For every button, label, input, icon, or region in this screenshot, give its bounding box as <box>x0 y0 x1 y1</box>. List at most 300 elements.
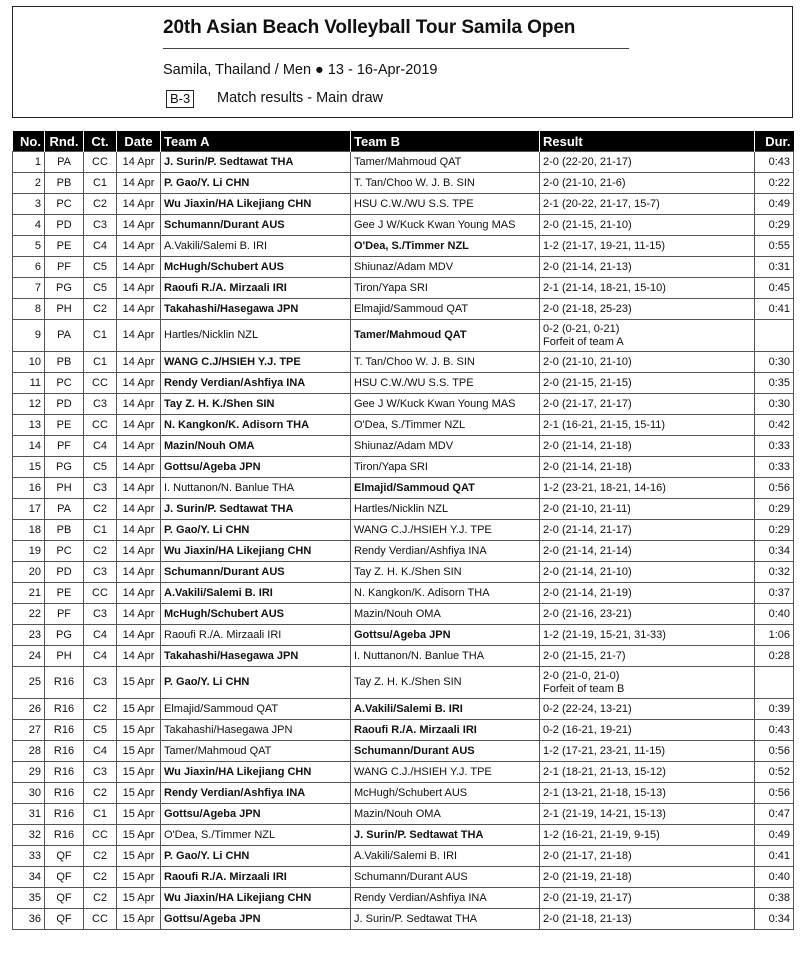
forfeit-note: Forfeit of team A <box>543 335 624 348</box>
duration-cell: 0:35 <box>755 373 794 394</box>
result-cell <box>540 541 755 562</box>
col-header-no: No. <box>13 131 45 152</box>
court-cell: C2 <box>84 888 117 909</box>
team-a-cell: Gottsu/Ageba JPN <box>161 804 351 825</box>
result-score: 2-0 (21-10, 21-11) <box>543 502 631 515</box>
match-date-cell: 14 Apr <box>117 299 161 320</box>
table-row <box>13 394 794 415</box>
duration-cell: 0:28 <box>755 646 794 667</box>
match-number-cell: 10 <box>13 352 45 373</box>
court-cell: C1 <box>84 173 117 194</box>
duration-cell: 0:31 <box>755 257 794 278</box>
match-number-cell: 11 <box>13 373 45 394</box>
round-cell: PA <box>45 499 84 520</box>
team-b-cell: A.Vakili/Salemi B. IRI <box>351 699 540 720</box>
team-a-cell: P. Gao/Y. Li CHN <box>161 173 351 194</box>
round-cell: PA <box>45 320 84 352</box>
match-date-cell: 15 Apr <box>117 720 161 741</box>
table-row <box>13 215 794 236</box>
match-date-cell: 14 Apr <box>117 257 161 278</box>
round-cell: R16 <box>45 804 84 825</box>
round-cell: PD <box>45 215 84 236</box>
table-row <box>13 646 794 667</box>
team-b-cell: HSU C.W./WU S.S. TPE <box>351 373 540 394</box>
duration-cell <box>755 667 794 699</box>
result-score: 1-2 (21-17, 19-21, 11-15) <box>543 239 666 252</box>
duration-cell: 0:30 <box>755 394 794 415</box>
match-number-cell: 7 <box>13 278 45 299</box>
table-row <box>13 478 794 499</box>
team-b-cell: T. Tan/Choo W. J. B. SIN <box>351 173 540 194</box>
court-cell: C4 <box>84 436 117 457</box>
match-number-cell: 31 <box>13 804 45 825</box>
round-cell: R16 <box>45 741 84 762</box>
result-score: 2-0 (21-19, 21-17) <box>543 891 632 904</box>
result-score: 0-2 (16-21, 19-21) <box>543 723 632 736</box>
court-cell: C3 <box>84 215 117 236</box>
result-score: 2-1 (20-22, 21-17, 15-7) <box>543 197 660 210</box>
round-cell: PE <box>45 236 84 257</box>
duration-cell: 1:06 <box>755 625 794 646</box>
duration-cell: 0:45 <box>755 278 794 299</box>
match-date-cell: 14 Apr <box>117 541 161 562</box>
table-row <box>13 909 794 930</box>
team-b-cell: Raoufi R./A. Mirzaali IRI <box>351 720 540 741</box>
result-score: 2-1 (16-21, 21-15, 15-11) <box>543 418 666 431</box>
table-row <box>13 278 794 299</box>
match-number-cell: 4 <box>13 215 45 236</box>
team-a-cell: Wu Jiaxin/HA Likejiang CHN <box>161 541 351 562</box>
team-b-cell: HSU C.W./WU S.S. TPE <box>351 194 540 215</box>
result-cell <box>540 415 755 436</box>
result-score: 2-0 (21-18, 21-13) <box>543 912 632 925</box>
duration-cell: 0:33 <box>755 436 794 457</box>
team-b-cell: Mazin/Nouh OMA <box>351 804 540 825</box>
table-row <box>13 173 794 194</box>
duration-cell: 0:43 <box>755 720 794 741</box>
team-b-cell: O'Dea, S./Timmer NZL <box>351 415 540 436</box>
duration-cell <box>755 320 794 352</box>
team-a-cell: A.Vakili/Salemi B. IRI <box>161 236 351 257</box>
team-a-cell: McHugh/Schubert AUS <box>161 257 351 278</box>
table-row <box>13 699 794 720</box>
match-date-cell: 14 Apr <box>117 457 161 478</box>
team-a-cell: Raoufi R./A. Mirzaali IRI <box>161 867 351 888</box>
match-date-cell: 14 Apr <box>117 152 161 173</box>
result-score: 2-0 (21-0, 21-0) <box>543 669 620 682</box>
match-number-cell: 13 <box>13 415 45 436</box>
table-row <box>13 888 794 909</box>
match-number-cell: 23 <box>13 625 45 646</box>
match-number-cell: 33 <box>13 846 45 867</box>
match-number-cell: 12 <box>13 394 45 415</box>
match-number-cell: 24 <box>13 646 45 667</box>
match-number-cell: 35 <box>13 888 45 909</box>
team-b-cell: I. Nuttanon/N. Banlue THA <box>351 646 540 667</box>
table-row <box>13 194 794 215</box>
round-cell: PG <box>45 625 84 646</box>
result-score: 2-0 (21-15, 21-10) <box>543 218 632 231</box>
result-cell <box>540 741 755 762</box>
team-b-cell: Tiron/Yapa SRI <box>351 278 540 299</box>
team-b-cell: McHugh/Schubert AUS <box>351 783 540 804</box>
round-cell: PC <box>45 194 84 215</box>
result-score: 2-0 (21-15, 21-7) <box>543 649 626 662</box>
title-divider <box>163 48 629 49</box>
round-cell: QF <box>45 846 84 867</box>
team-b-cell: Rendy Verdian/Ashfiya INA <box>351 888 540 909</box>
team-a-cell: McHugh/Schubert AUS <box>161 604 351 625</box>
event-subtitle: Samila, Thailand / Men ● 13 - 16-Apr-2019 <box>163 62 438 78</box>
result-score: 1-2 (16-21, 21-19, 9-15) <box>543 828 660 841</box>
court-cell: C2 <box>84 299 117 320</box>
result-score: 2-0 (21-19, 21-18) <box>543 870 632 883</box>
team-b-cell: WANG C.J./HSIEH Y.J. TPE <box>351 520 540 541</box>
match-date-cell: 14 Apr <box>117 236 161 257</box>
team-b-cell: Gottsu/Ageba JPN <box>351 625 540 646</box>
team-a-cell: J. Surin/P. Sedtawat THA <box>161 499 351 520</box>
duration-cell: 0:38 <box>755 888 794 909</box>
result-cell <box>540 909 755 930</box>
round-cell: QF <box>45 867 84 888</box>
team-a-cell: WANG C.J/HSIEH Y.J. TPE <box>161 352 351 373</box>
col-header-team-b: Team B <box>351 131 540 152</box>
duration-cell: 0:56 <box>755 741 794 762</box>
match-number-cell: 8 <box>13 299 45 320</box>
table-row <box>13 625 794 646</box>
result-cell <box>540 720 755 741</box>
result-score: 2-0 (22-20, 21-17) <box>543 155 632 168</box>
match-number-cell: 25 <box>13 667 45 699</box>
match-number-cell: 26 <box>13 699 45 720</box>
duration-cell: 0:29 <box>755 499 794 520</box>
result-score: 2-1 (18-21, 21-13, 15-12) <box>543 765 666 778</box>
match-date-cell: 15 Apr <box>117 804 161 825</box>
col-header-team-a: Team A <box>161 131 351 152</box>
result-cell <box>540 783 755 804</box>
match-number-cell: 32 <box>13 825 45 846</box>
court-cell: C2 <box>84 541 117 562</box>
result-cell <box>540 520 755 541</box>
match-date-cell: 15 Apr <box>117 867 161 888</box>
team-a-cell: P. Gao/Y. Li CHN <box>161 846 351 867</box>
result-cell <box>540 499 755 520</box>
table-row <box>13 436 794 457</box>
result-cell <box>540 278 755 299</box>
table-row <box>13 152 794 173</box>
result-score: 2-1 (21-14, 18-21, 15-10) <box>543 281 666 294</box>
court-cell: CC <box>84 373 117 394</box>
result-cell <box>540 173 755 194</box>
team-a-cell: Mazin/Nouh OMA <box>161 436 351 457</box>
result-cell <box>540 436 755 457</box>
match-date-cell: 14 Apr <box>117 562 161 583</box>
match-number-cell: 20 <box>13 562 45 583</box>
match-number-cell: 16 <box>13 478 45 499</box>
match-date-cell: 14 Apr <box>117 278 161 299</box>
result-cell <box>540 846 755 867</box>
team-b-cell: Schumann/Durant AUS <box>351 741 540 762</box>
team-a-cell: J. Surin/P. Sedtawat THA <box>161 152 351 173</box>
match-number-cell: 5 <box>13 236 45 257</box>
team-a-cell: N. Kangkon/K. Adisorn THA <box>161 415 351 436</box>
match-date-cell: 15 Apr <box>117 846 161 867</box>
round-cell: R16 <box>45 762 84 783</box>
team-a-cell: Wu Jiaxin/HA Likejiang CHN <box>161 888 351 909</box>
team-a-cell: Takahashi/Hasegawa JPN <box>161 646 351 667</box>
result-score: 1-2 (21-19, 15-21, 31-33) <box>543 628 666 641</box>
table-row <box>13 804 794 825</box>
col-header-round: Rnd. <box>45 131 84 152</box>
court-cell: C1 <box>84 804 117 825</box>
team-a-cell: Tay Z. H. K./Shen SIN <box>161 394 351 415</box>
team-b-cell: Shiunaz/Adam MDV <box>351 257 540 278</box>
team-b-cell: Gee J W/Kuck Kwan Young MAS <box>351 394 540 415</box>
table-row <box>13 667 794 699</box>
team-b-cell: Elmajid/Sammoud QAT <box>351 299 540 320</box>
result-score: 2-0 (21-14, 21-19) <box>543 586 632 599</box>
court-cell: C4 <box>84 646 117 667</box>
match-number-cell: 9 <box>13 320 45 352</box>
result-score: 2-0 (21-15, 21-15) <box>543 376 632 389</box>
match-date-cell: 14 Apr <box>117 478 161 499</box>
round-cell: R16 <box>45 699 84 720</box>
result-score: 2-0 (21-14, 21-18) <box>543 460 632 473</box>
round-cell: PH <box>45 646 84 667</box>
table-row <box>13 415 794 436</box>
col-header-court: Ct. <box>84 131 117 152</box>
result-cell <box>540 583 755 604</box>
team-b-cell: Mazin/Nouh OMA <box>351 604 540 625</box>
match-date-cell: 14 Apr <box>117 394 161 415</box>
match-number-cell: 3 <box>13 194 45 215</box>
round-cell: PB <box>45 352 84 373</box>
round-cell: QF <box>45 888 84 909</box>
team-a-cell: Gottsu/Ageba JPN <box>161 909 351 930</box>
team-b-cell: J. Surin/P. Sedtawat THA <box>351 909 540 930</box>
round-cell: PF <box>45 604 84 625</box>
table-row <box>13 373 794 394</box>
match-date-cell: 15 Apr <box>117 909 161 930</box>
document-code: B-3 <box>166 90 194 108</box>
court-cell: C5 <box>84 457 117 478</box>
match-number-cell: 29 <box>13 762 45 783</box>
result-cell <box>540 236 755 257</box>
team-b-cell: N. Kangkon/K. Adisorn THA <box>351 583 540 604</box>
result-cell <box>540 867 755 888</box>
match-date-cell: 15 Apr <box>117 667 161 699</box>
court-cell: C1 <box>84 320 117 352</box>
duration-cell: 0:22 <box>755 173 794 194</box>
result-cell <box>540 604 755 625</box>
duration-cell: 0:42 <box>755 415 794 436</box>
duration-cell: 0:34 <box>755 909 794 930</box>
team-b-cell: Gee J W/Kuck Kwan Young MAS <box>351 215 540 236</box>
team-b-cell: Tiron/Yapa SRI <box>351 457 540 478</box>
team-b-cell: Tay Z. H. K./Shen SIN <box>351 562 540 583</box>
match-date-cell: 15 Apr <box>117 741 161 762</box>
result-cell <box>540 625 755 646</box>
duration-cell: 0:34 <box>755 541 794 562</box>
match-number-cell: 15 <box>13 457 45 478</box>
duration-cell: 0:47 <box>755 804 794 825</box>
result-cell <box>540 646 755 667</box>
result-cell <box>540 699 755 720</box>
match-date-cell: 14 Apr <box>117 625 161 646</box>
round-cell: PH <box>45 299 84 320</box>
match-date-cell: 14 Apr <box>117 520 161 541</box>
round-cell: PD <box>45 394 84 415</box>
match-date-cell: 15 Apr <box>117 699 161 720</box>
duration-cell: 0:40 <box>755 604 794 625</box>
result-cell <box>540 320 755 352</box>
court-cell: C3 <box>84 604 117 625</box>
team-b-cell: O'Dea, S./Timmer NZL <box>351 236 540 257</box>
match-number-cell: 22 <box>13 604 45 625</box>
court-cell: C2 <box>84 699 117 720</box>
result-cell <box>540 478 755 499</box>
match-number-cell: 30 <box>13 783 45 804</box>
result-score: 2-0 (21-14, 21-13) <box>543 260 632 273</box>
match-number-cell: 28 <box>13 741 45 762</box>
table-row <box>13 867 794 888</box>
team-b-cell: A.Vakili/Salemi B. IRI <box>351 846 540 867</box>
team-b-cell: Tamer/Mahmoud QAT <box>351 320 540 352</box>
court-cell: C3 <box>84 762 117 783</box>
match-number-cell: 18 <box>13 520 45 541</box>
result-cell <box>540 373 755 394</box>
team-b-cell: Tay Z. H. K./Shen SIN <box>351 667 540 699</box>
match-date-cell: 14 Apr <box>117 415 161 436</box>
duration-cell: 0:32 <box>755 562 794 583</box>
court-cell: C3 <box>84 478 117 499</box>
court-cell: CC <box>84 152 117 173</box>
round-cell: QF <box>45 909 84 930</box>
match-number-cell: 14 <box>13 436 45 457</box>
round-cell: PC <box>45 541 84 562</box>
team-a-cell: Takahashi/Hasegawa JPN <box>161 299 351 320</box>
result-cell <box>540 562 755 583</box>
match-number-cell: 21 <box>13 583 45 604</box>
team-a-cell: Takahashi/Hasegawa JPN <box>161 720 351 741</box>
court-cell: C2 <box>84 783 117 804</box>
match-date-cell: 14 Apr <box>117 646 161 667</box>
result-cell <box>540 394 755 415</box>
team-b-cell: Shiunaz/Adam MDV <box>351 436 540 457</box>
round-cell: PE <box>45 415 84 436</box>
team-b-cell: J. Surin/P. Sedtawat THA <box>351 825 540 846</box>
forfeit-note: Forfeit of team B <box>543 682 625 695</box>
team-b-cell: WANG C.J./HSIEH Y.J. TPE <box>351 762 540 783</box>
team-a-cell: Rendy Verdian/Ashfiya INA <box>161 373 351 394</box>
col-header-duration: Dur. <box>755 131 794 152</box>
match-date-cell: 14 Apr <box>117 436 161 457</box>
duration-cell: 0:52 <box>755 762 794 783</box>
result-cell <box>540 257 755 278</box>
court-cell: C5 <box>84 257 117 278</box>
table-row <box>13 299 794 320</box>
result-score: 2-0 (21-17, 21-18) <box>543 849 632 862</box>
team-a-cell: Hartles/Nicklin NZL <box>161 320 351 352</box>
result-cell <box>540 825 755 846</box>
match-date-cell: 14 Apr <box>117 583 161 604</box>
result-score: 2-0 (21-14, 21-10) <box>543 565 632 578</box>
table-row <box>13 720 794 741</box>
round-cell: R16 <box>45 783 84 804</box>
team-a-cell: Schumann/Durant AUS <box>161 562 351 583</box>
duration-cell: 0:55 <box>755 236 794 257</box>
round-cell: R16 <box>45 720 84 741</box>
team-a-cell: Wu Jiaxin/HA Likejiang CHN <box>161 194 351 215</box>
duration-cell: 0:37 <box>755 583 794 604</box>
result-cell <box>540 352 755 373</box>
match-date-cell: 14 Apr <box>117 499 161 520</box>
table-row <box>13 320 794 352</box>
court-cell: C2 <box>84 194 117 215</box>
col-header-result: Result <box>540 131 755 152</box>
court-cell: CC <box>84 825 117 846</box>
round-cell: R16 <box>45 825 84 846</box>
match-number-cell: 36 <box>13 909 45 930</box>
col-header-date: Date <box>117 131 161 152</box>
table-row <box>13 604 794 625</box>
team-a-cell: I. Nuttanon/N. Banlue THA <box>161 478 351 499</box>
court-cell: C3 <box>84 562 117 583</box>
result-score: 2-0 (21-14, 21-17) <box>543 523 632 536</box>
duration-cell: 0:49 <box>755 825 794 846</box>
match-date-cell: 15 Apr <box>117 762 161 783</box>
court-cell: CC <box>84 909 117 930</box>
round-cell: PA <box>45 152 84 173</box>
result-cell <box>540 804 755 825</box>
result-score: 1-2 (17-21, 23-21, 11-15) <box>543 744 666 757</box>
court-cell: C5 <box>84 720 117 741</box>
match-date-cell: 14 Apr <box>117 173 161 194</box>
result-cell <box>540 457 755 478</box>
team-a-cell: P. Gao/Y. Li CHN <box>161 520 351 541</box>
duration-cell: 0:40 <box>755 867 794 888</box>
match-number-cell: 19 <box>13 541 45 562</box>
court-cell: CC <box>84 583 117 604</box>
document-title: 20th Asian Beach Volleyball Tour Samila Open <box>163 17 576 38</box>
table-row <box>13 236 794 257</box>
table-row <box>13 457 794 478</box>
team-b-cell: Schumann/Durant AUS <box>351 867 540 888</box>
team-a-cell: Rendy Verdian/Ashfiya INA <box>161 783 351 804</box>
table-row <box>13 583 794 604</box>
result-cell <box>540 667 755 699</box>
table-row <box>13 783 794 804</box>
court-cell: C2 <box>84 846 117 867</box>
round-cell: PG <box>45 457 84 478</box>
result-score: 2-1 (21-19, 14-21, 15-13) <box>543 807 666 820</box>
result-score: 2-0 (21-10, 21-10) <box>543 355 632 368</box>
court-cell: C4 <box>84 741 117 762</box>
team-a-cell: Wu Jiaxin/HA Likejiang CHN <box>161 762 351 783</box>
table-row <box>13 741 794 762</box>
team-b-cell: Rendy Verdian/Ashfiya INA <box>351 541 540 562</box>
result-score: 2-1 (13-21, 21-18, 15-13) <box>543 786 666 799</box>
team-a-cell: O'Dea, S./Timmer NZL <box>161 825 351 846</box>
table-row <box>13 520 794 541</box>
match-number-cell: 17 <box>13 499 45 520</box>
duration-cell: 0:29 <box>755 215 794 236</box>
court-cell: C3 <box>84 394 117 415</box>
duration-cell: 0:41 <box>755 299 794 320</box>
court-cell: C2 <box>84 499 117 520</box>
team-a-cell: Schumann/Durant AUS <box>161 215 351 236</box>
match-date-cell: 14 Apr <box>117 604 161 625</box>
